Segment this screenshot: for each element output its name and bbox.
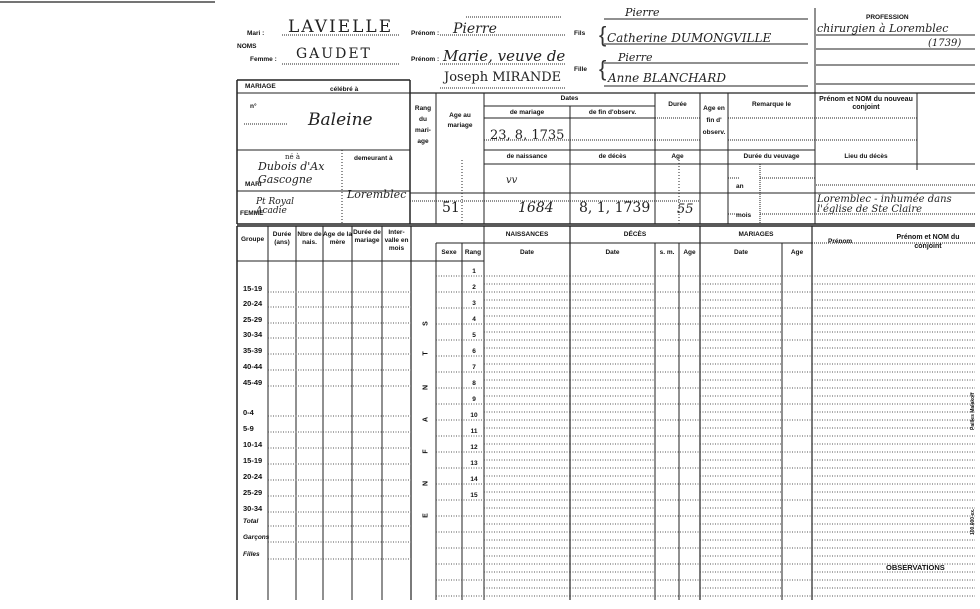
mari-label: Mari : — [247, 30, 265, 37]
rank-number: 15 — [470, 492, 478, 499]
fils-mere: Catherine DUMONGVILLE — [607, 31, 772, 45]
enfants-letter: A — [422, 416, 430, 423]
fils-pere: Pierre — [625, 6, 660, 19]
fille-pere: Pierre — [618, 51, 653, 64]
an-label: an — [736, 183, 744, 190]
group-label: 5-9 — [243, 424, 254, 433]
group-label: 30-34 — [243, 330, 263, 339]
mariages-label: MARIAGES — [738, 231, 774, 238]
fille-label: Fille — [574, 66, 588, 73]
rank-number: 3 — [472, 300, 476, 307]
rank-number: 6 — [472, 348, 476, 355]
rank-number: 9 — [472, 396, 476, 403]
femme-age: 55 — [677, 202, 694, 217]
duree-label: Durée — [668, 101, 687, 108]
no-label: n° — [250, 103, 257, 110]
sm-label: s. m. — [659, 249, 675, 256]
mari-origine-note: né à — [285, 153, 301, 161]
group-label: 25-29 — [243, 315, 263, 324]
mari-nom: LAVIELLE — [288, 17, 394, 37]
group-label: 0-4 — [243, 408, 254, 417]
enfants-letter: N — [422, 480, 430, 487]
duree-veuvage-label: Durée du veuvage — [743, 153, 800, 160]
observations-label: OBSERVATIONS — [886, 563, 945, 572]
deces-age-label: Age — [683, 249, 696, 256]
rank-number: 12 — [470, 444, 478, 451]
enfants-letter: T — [422, 351, 430, 356]
age-mariage-label: Age au mariage — [447, 112, 473, 129]
profession-line2: (1739) — [928, 38, 962, 49]
celebre-label: célébré à — [330, 86, 359, 93]
rank-number: 14 — [470, 476, 478, 483]
femme-row-label: FEMME — [240, 210, 264, 217]
duree-mariage-label: Durée de mariage — [353, 229, 381, 244]
rank-number: 4 — [472, 316, 476, 323]
group-label: 20-24 — [243, 299, 263, 308]
rank-number: 1 — [472, 268, 476, 275]
fin-observ-label: de fin d'observ. — [588, 109, 637, 116]
deces-date-label: Date — [605, 249, 620, 256]
group-label: Garçons — [243, 534, 270, 541]
naissances-label: NAISSANCES — [505, 231, 549, 238]
sexe-label: Sexe — [441, 249, 457, 256]
prenom-label: Prénom — [828, 238, 853, 245]
femme-deces: 8, 1, 1739 — [579, 200, 651, 216]
mariage-lieu: Baleine — [308, 110, 373, 130]
mariage-title: MARIAGE — [245, 83, 276, 90]
rank-number: 10 — [470, 412, 478, 419]
age-fin-observ-label: Age en fin d' observ. — [702, 105, 726, 136]
deces-col-label: DÉCÈS — [623, 231, 647, 238]
fille-mere: Anne BLANCHARD — [608, 71, 726, 85]
mari-origine: Dubois d'Ax Gascogne — [258, 160, 325, 186]
date-mariage: 23, 8, 1735 — [490, 128, 565, 143]
enfants-letter: F — [422, 449, 430, 454]
group-label: 15-19 — [243, 456, 263, 465]
rank-number: 7 — [472, 364, 476, 371]
group-label: Filles — [243, 551, 260, 558]
enfants-letter: S — [422, 321, 430, 326]
demeurant-label: demeurant à — [354, 155, 393, 162]
rank-number: 8 — [472, 380, 476, 387]
group-label: 25-29 — [243, 488, 263, 497]
rang-label: Rang — [464, 249, 482, 256]
mariages-date-label: Date — [733, 249, 749, 256]
group-label: 15-19 — [243, 284, 263, 293]
rank-number: 5 — [472, 332, 476, 339]
lieu-deces-label: Lieu du décès — [844, 153, 888, 160]
mois-label: mois — [736, 212, 752, 219]
group-label: 20-24 — [243, 472, 263, 481]
group-label: 45-49 — [243, 378, 263, 387]
age-mere-label: Age de la mère — [323, 231, 352, 246]
remarque-label: Remarque le — [751, 101, 792, 108]
profession-line1: chirurgien à Loremblec — [817, 22, 949, 35]
mari-naissance: vv — [506, 175, 518, 186]
duree-ans-label: Durée (ans) — [272, 231, 292, 246]
mari-prenom: Pierre — [453, 21, 497, 37]
femme-nom: GAUDET — [296, 46, 372, 62]
dates-label: Dates — [560, 95, 579, 102]
intervalle-label: Inter- valle en mois — [384, 229, 409, 252]
femme-naissance: 1684 — [518, 200, 554, 216]
femme-veuve-de: Joseph MIRANDE — [444, 70, 562, 85]
prenom-label-femme: Prénom : — [411, 56, 440, 63]
rang-mariage-label: Rang du mari- age — [414, 105, 432, 145]
rank-number: 11 — [470, 428, 478, 435]
rank-number: 13 — [470, 460, 478, 467]
prenom-nom-conjoint-label: Prénom et NOM du conjoint — [896, 234, 960, 250]
noms-label: NOMS — [237, 43, 257, 50]
femme-prenom: Marie, veuve de — [443, 47, 566, 65]
femme-label: Femme : — [250, 56, 277, 63]
group-label: 35-39 — [243, 346, 263, 355]
lieu-deces-value: Loremblec - inhumée dans l'église de Ste Claire — [817, 194, 952, 215]
age-label: Age — [671, 153, 684, 160]
mariages-age-label: Age — [790, 249, 804, 256]
groupe-label: Groupe — [241, 236, 265, 243]
enfants-letter: E — [422, 513, 430, 518]
femme-age-mariage: 51 — [442, 200, 460, 216]
publisher-text: Pailles Malakoff — [970, 392, 976, 430]
de-mariage-label: de mariage — [509, 109, 545, 116]
fille-brace: { — [599, 56, 607, 81]
nbre-nais-label: Nbre de nais. — [297, 231, 322, 246]
group-label: 30-34 — [243, 504, 263, 513]
deces-label: de décès — [598, 153, 627, 160]
mari-row-label: MARI — [245, 181, 262, 188]
rank-number: 2 — [472, 284, 476, 291]
group-label: 40-44 — [243, 362, 263, 371]
mari-demeurant: Loremblec — [347, 188, 407, 201]
group-label: 10-14 — [243, 440, 263, 449]
profession-label: PROFESSION — [866, 14, 909, 21]
fils-label: Fils — [574, 30, 586, 37]
naissances-date-label: Date — [519, 249, 535, 256]
print-run-text: 100.000 ex. — [970, 508, 976, 535]
naissance-label: de naissance — [506, 153, 548, 160]
femme-origine: Pt Royal Acadie — [256, 197, 295, 216]
group-label: Total — [243, 518, 259, 525]
enfants-letter: N — [422, 384, 430, 391]
prenom-label-mari: Prénom : — [411, 30, 440, 37]
nouveau-conjoint-label: Prénom et NOM du nouveau conjoint — [819, 96, 913, 111]
fils-brace: { — [599, 22, 607, 47]
